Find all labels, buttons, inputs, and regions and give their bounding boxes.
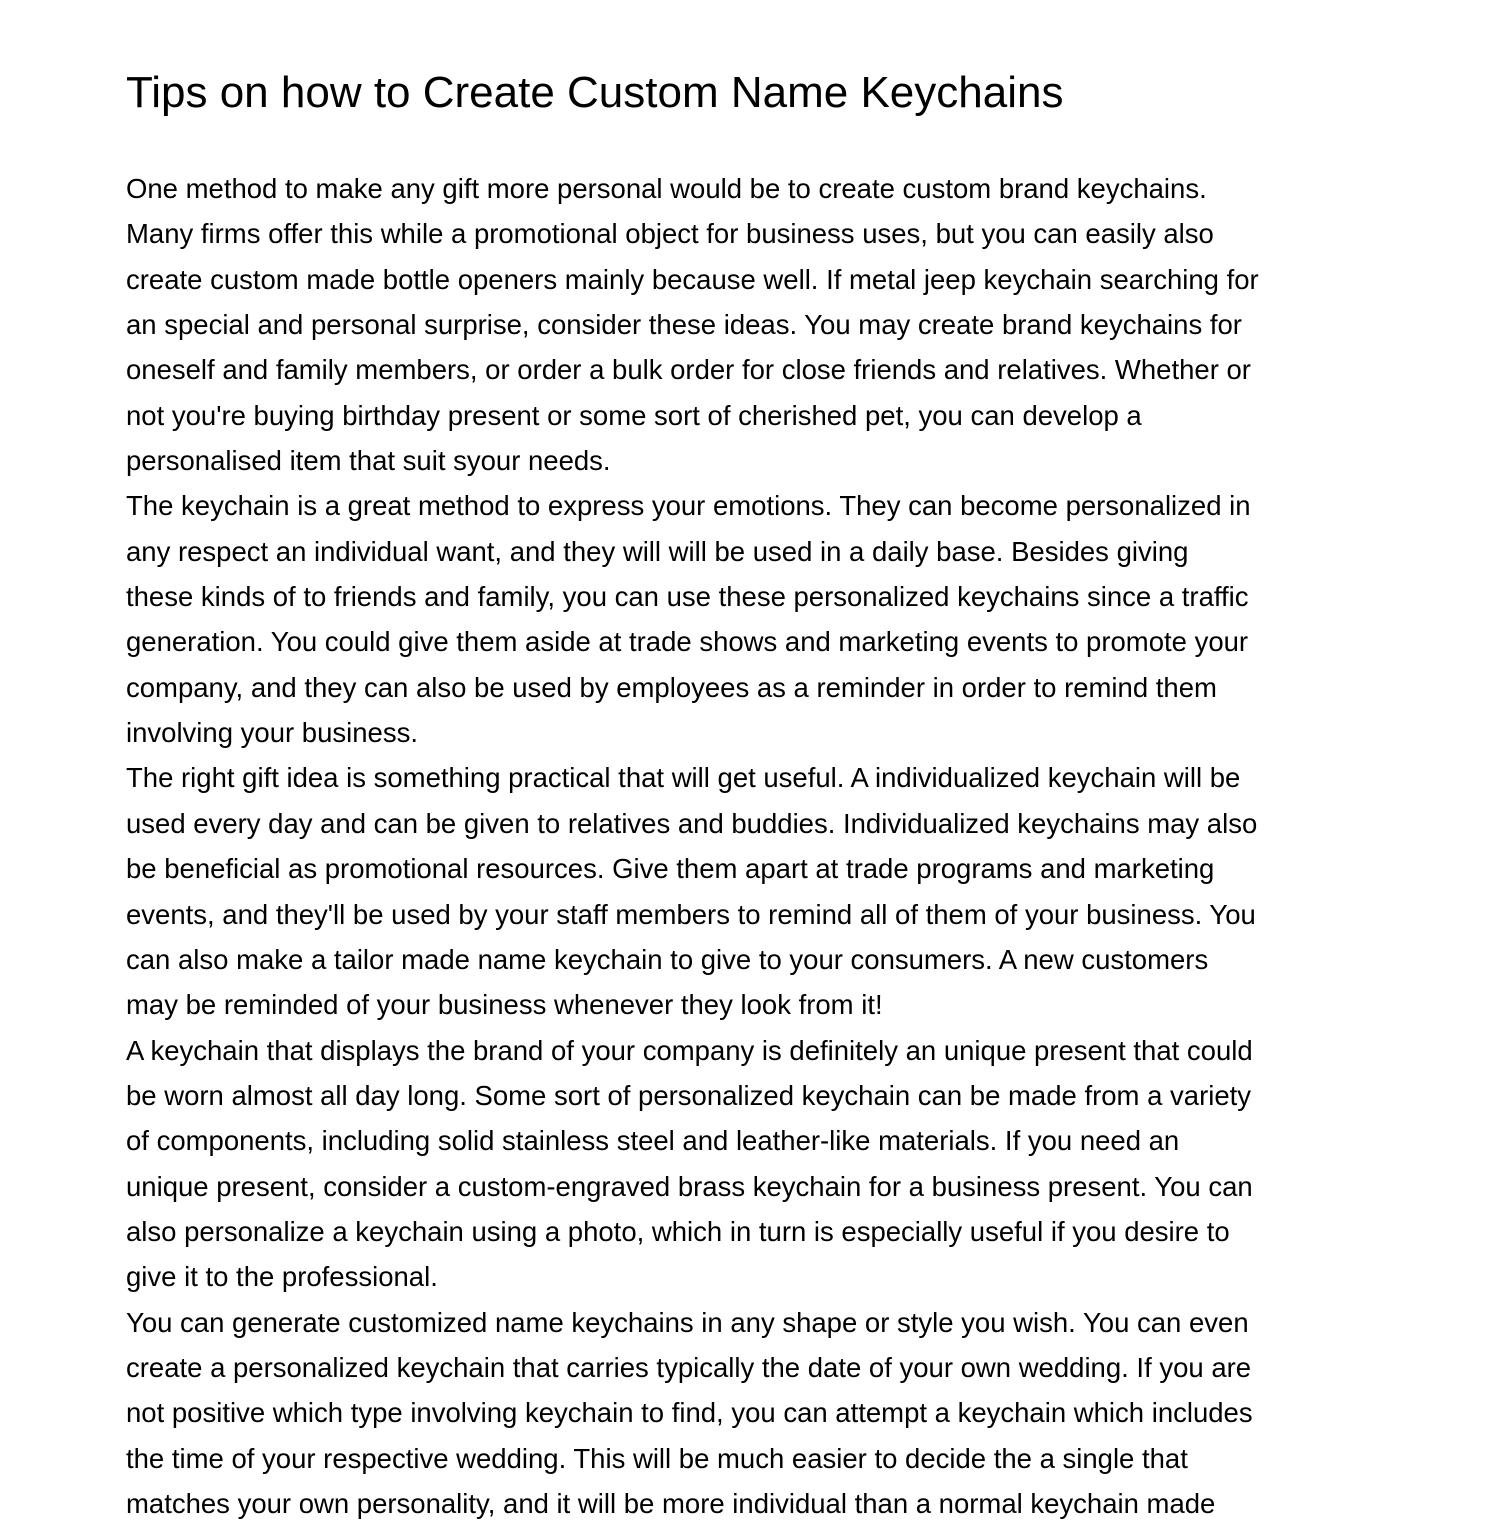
text-line: the time of your respective wedding. This will be much easier to decide the a single that <box>126 1442 1188 1474</box>
text-line: be worn almost all day long. Some sort of personalized keychain can be made from a variety <box>126 1079 1252 1111</box>
text-line: also personalize a keychain using a photo, which in turn is especially useful if you desire to <box>126 1215 1230 1247</box>
text-line: can also make a tailor made name keychain to give to your consumers. A new customers <box>126 943 1209 975</box>
text-line: The right gift idea is something practical that will get useful. A individualized keychain will be <box>126 762 1241 794</box>
paragraph <box>126 483 1426 755</box>
paragraph <box>126 1300 1426 1526</box>
paragraph <box>126 755 1426 1027</box>
text-line: of components, including solid stainless steel and leather-like materials. If you need an <box>126 1125 1180 1157</box>
text-line: these kinds of to friends and family, you can use these personalized keychains since a traffic <box>126 581 1249 613</box>
text-line: used every day and can be given to relatives and buddies. Individualized keychains may also <box>126 807 1258 839</box>
paragraph <box>126 1028 1426 1300</box>
text-line: create custom made bottle openers mainly because well. If metal jeep keychain searching for <box>126 263 1259 295</box>
text-line: create a personalized keychain that carries typically the date of your own wedding. If you are <box>126 1351 1252 1383</box>
text-line: One method to make any gift more personal would be to create custom brand keychains. <box>126 173 1207 204</box>
text-line: not positive which type involving keychain to find, you can attempt a keychain which includes <box>126 1397 1253 1429</box>
text-line: not you're buying birthday present or some sort of cherished pet, you can develop a <box>126 399 1142 431</box>
text-line: You can generate customized name keychains in any shape or style you wish. You can even <box>126 1306 1249 1338</box>
text-line: The keychain is a great method to express your emotions. They can become personalized in <box>126 490 1251 522</box>
text-line: generation. You could give them aside at trade shows and marketing events to promote your <box>126 626 1249 658</box>
text-line: any respect an individual want, and they will will be used in a daily base. Besides giving <box>126 535 1189 567</box>
text-line: oneself and family members, or order a bulk order for close friends and relatives. Whether or <box>126 354 1251 386</box>
text-line: may be reminded of your business whenever they look from it! <box>126 989 883 1021</box>
text-line: involving your business. <box>126 717 418 749</box>
text-line: personalised item that suit syour needs. <box>126 445 611 477</box>
text-line: give it to the professional. <box>126 1261 438 1293</box>
document-body <box>126 166 1426 1526</box>
text-line: A keychain that displays the brand of your company is definitely an unique present that could <box>126 1034 1253 1066</box>
text-line: matches your own personality, and it will be more individual than a normal keychain made <box>126 1487 1216 1519</box>
text-line: Many firms offer this while a promotional object for business uses, but you can easily also <box>126 218 1214 250</box>
text-line: events, and they'll be used by your staff members to remind all of them of your business. You <box>126 898 1256 930</box>
paragraph <box>126 166 1426 483</box>
text-line: company, and they can also be used by employees as a reminder in order to remind them <box>126 671 1217 703</box>
text-line: unique present, consider a custom-engraved brass keychain for a business present. You can <box>126 1170 1253 1202</box>
text-line: be beneficial as promotional resources. Give them apart at trade programs and marketing <box>126 853 1215 885</box>
document-title: Tips on how to Create Custom Name Keychains <box>126 68 1064 117</box>
text-line: an special and personal surprise, consider these ideas. You may create brand keychains for <box>126 309 1242 341</box>
